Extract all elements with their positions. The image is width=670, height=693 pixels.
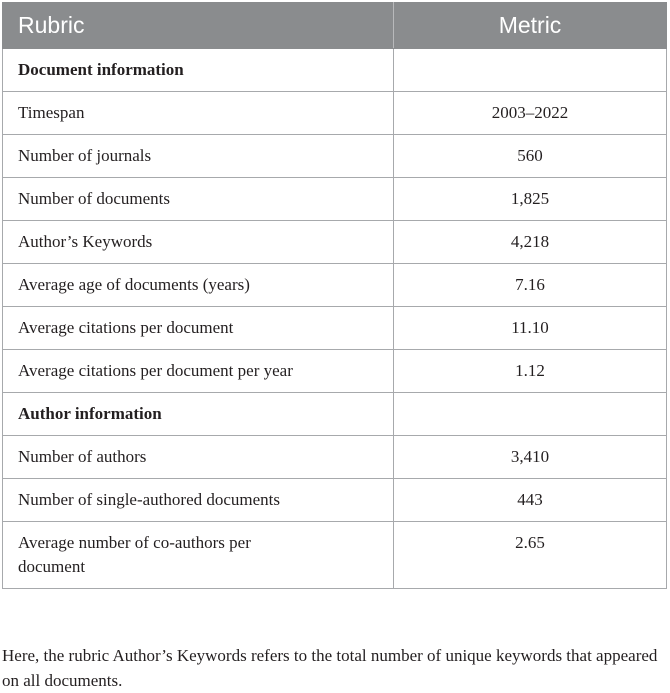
rubric-cell: Average age of documents (years) — [3, 264, 394, 307]
rubric-cell: Average citations per document per year — [3, 350, 394, 393]
table-row — [3, 264, 667, 307]
table-row — [3, 92, 667, 135]
metric-cell: 2.65 — [394, 522, 667, 589]
metric-cell: 4,218 — [394, 221, 667, 264]
table-row — [3, 221, 667, 264]
column-header-rubric: Rubric — [3, 3, 394, 49]
metric-cell: 3,410 — [394, 436, 667, 479]
rubric-cell: Average citations per document — [3, 307, 394, 350]
metric-cell: 1,825 — [394, 178, 667, 221]
rubric-cell: Number of journals — [3, 135, 394, 178]
rubric-metric-table — [2, 2, 667, 589]
column-header-metric: Metric — [394, 3, 667, 49]
section-label: Author information — [3, 393, 394, 436]
table-row — [3, 178, 667, 221]
rubric-cell: Average number of co-authors per document — [3, 522, 394, 589]
table-row — [3, 135, 667, 178]
rubric-cell: Number of authors — [3, 436, 394, 479]
table-row — [3, 436, 667, 479]
section-row-document-information — [3, 49, 667, 92]
rubric-cell: Author’s Keywords — [3, 221, 394, 264]
section-value — [394, 393, 667, 436]
table-header-row — [3, 3, 667, 49]
rubric-cell: Number of single-authored documents — [3, 479, 394, 522]
metric-cell: 1.12 — [394, 350, 667, 393]
table-row — [3, 307, 667, 350]
table-footnote: Here, the rubric Author’s Keywords refers to the total number of unique keywords that appeared on all documents. — [2, 646, 658, 690]
table-row — [3, 350, 667, 393]
rubric-cell: Number of documents — [3, 178, 394, 221]
rubric-cell: Timespan — [3, 92, 394, 135]
metric-cell: 11.10 — [394, 307, 667, 350]
metric-cell: 2003–2022 — [394, 92, 667, 135]
metric-cell: 560 — [394, 135, 667, 178]
section-value — [394, 49, 667, 92]
metric-cell: 7.16 — [394, 264, 667, 307]
table-row — [3, 522, 667, 589]
section-label: Document information — [3, 49, 394, 92]
metric-cell: 443 — [394, 479, 667, 522]
table-row — [3, 479, 667, 522]
section-row-author-information — [3, 393, 667, 436]
